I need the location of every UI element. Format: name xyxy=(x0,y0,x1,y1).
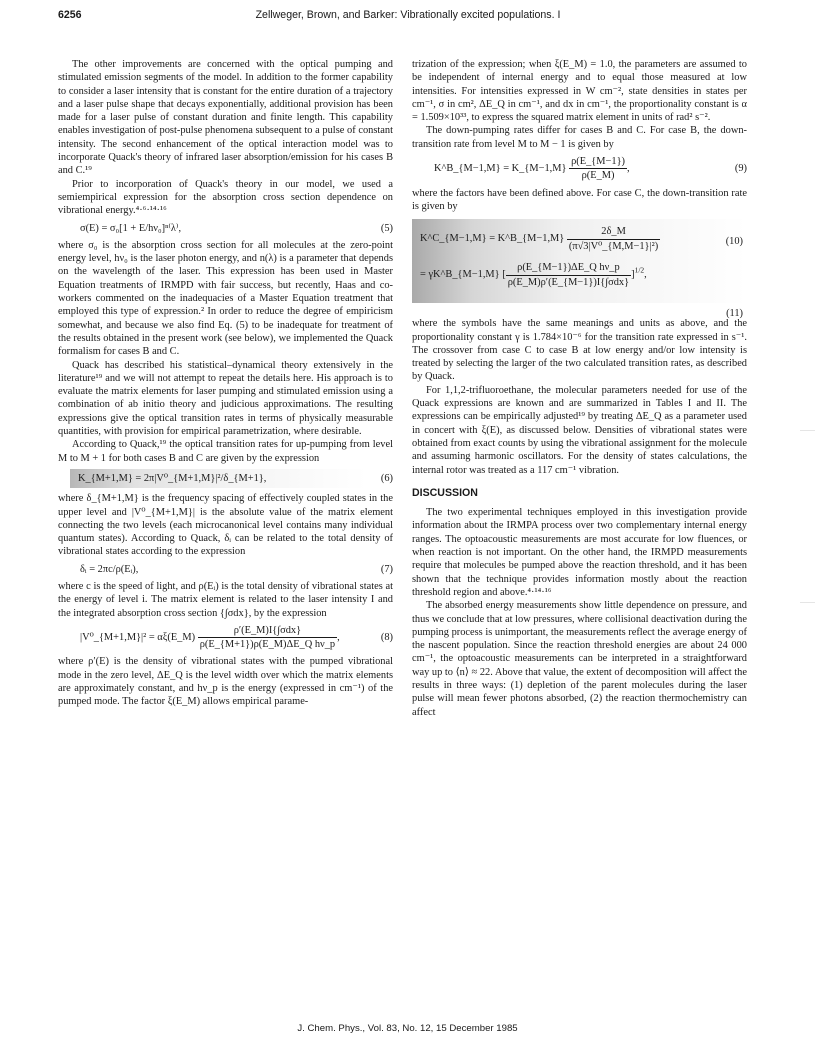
paragraph: where the factors have been defined above. For case C, the down-transition rate is given by xyxy=(412,187,747,212)
scan-artifact xyxy=(800,602,815,603)
equation-7 xyxy=(58,563,393,576)
section-heading: DISCUSSION xyxy=(412,486,478,499)
paragraph: where δ_{M+1,M} is the frequency spacing of effectively coupled states in the upper level and |V⁰_{M+1,M}| is the absolute value of the matrix element connecting the two levels (each microcanonical level contains many individual quantum states). According to Quack, δᵢ can be related to the total density of vibrational states according to the expression xyxy=(58,493,393,558)
paragraph: where c is the speed of light, and ρ(Eᵢ) is the total density of vibrational states at the energy of level i. The matrix element is related to the laser intensity I and the integrated absorption cross section {∫σdx}, by the expression xyxy=(58,580,393,619)
denominator: ρ(E_M) xyxy=(581,170,615,182)
denominator: (π√3|V⁰_{M,M−1}|²) xyxy=(568,240,659,252)
denominator: ρ(E_{M+1})ρ(E_M)ΔE_Q hν_p xyxy=(199,639,336,651)
paragraph: The two experimental techniques employed in this investigation provide information about the IRMPA process over two complementary internal energy ranges. The optoacoustic measurements are most accurate for low fluences, or when reaction is not important. On the other hand, the IRMPD measurements require that molecules be pumped above the reaction threshold, and it has been shown that the technique provides information mostly about the reaction threshold region and above.⁴·¹⁴·¹⁶ xyxy=(412,507,747,598)
equation-lhs: K^C_{M−1,M} = K^B_{M−1,M} xyxy=(420,233,565,245)
paragraph: The down-pumping rates differ for cases B and C. For case B, the down-transition rate from level M to M − 1 is given by xyxy=(412,125,747,150)
denominator: ρ(E_M)ρ′(E_{M−1})I{∫σdx} xyxy=(507,276,630,288)
page-footer: J. Chem. Phys., Vol. 83, No. 12, 15 December 1985 xyxy=(297,1023,518,1034)
equation-number: (5) xyxy=(380,222,393,234)
paragraph: where ρ′(E) is the density of vibrational states with the pumped vibrational mode in the zero level, ΔE_Q is the level width over which the matrix elements are approximately constant, and hν_p is the energy (expressed in cm⁻¹) of the pumped mode. The factor ξ(E_M) allows empirical parame- xyxy=(58,656,393,708)
paragraph: The other improvements are concerned with the optical pumping and stimulated emission segments of the model. In addition to the former capability to consider a laser intensity that is constant for the entire duration of a trajectory and a laser pulse shape that decays exponentially, additional provision has been made for a laser pulse of constant duration and finite length. This capability enables investigation of post-pulse phenomena subsequent to a pulse of constant intensity. The second enhancement of the optical interaction model was to incorporate Quack's theory of infrared laser absorption/emission for his cases B and C.¹⁹ xyxy=(58,59,393,177)
equation-number: (9) xyxy=(734,163,747,175)
equation-9 xyxy=(412,155,747,183)
scan-artifact xyxy=(800,430,815,431)
numerator: ρ′(E_M)I{∫σdx} xyxy=(198,624,337,638)
paragraph: Quack has described his statistical–dynamical theory extensively in the literature¹⁹ and we will not attempt to repeat the details here. His approach is to evaluate the matrix elements for laser pumping and stimulated emission using a combination of ab initio theory and judicious approximations. The resulting expressions give the optical transition rates in terms of physically measurable quantities, with provision for empirical parametrization, where desirable. xyxy=(58,359,393,438)
exponent: 1/2 xyxy=(634,265,645,275)
numerator: ρ(E_{M−1})ΔE_Q hν_p xyxy=(506,261,631,275)
equation-lhs: K^B_{M−1,M} = K_{M−1,M} xyxy=(434,163,567,175)
fraction xyxy=(506,261,631,289)
numerator: ρ(E_{M−1}) xyxy=(569,155,627,169)
fraction xyxy=(198,624,337,652)
equation-body: δᵢ = 2πc/ρ(Eᵢ), xyxy=(80,563,139,575)
page-header xyxy=(58,9,758,25)
equation-body: K^B_{M−1,M} = K_{M−1,M} $\frac{\rho(E\_\{M-1\})}{\rho(E\_M)}$ , xyxy=(434,156,630,182)
equation-number: (7) xyxy=(380,563,393,575)
equation-number: (6) xyxy=(380,472,393,484)
paragraph: For 1,1,2-trifluoroethane, the molecular parameters needed for use of the Quack expressions are known and are summarized in Tables I and II. The expressions can be empirically adjusted¹⁹ by treating ΔE_Q as a parameter used in concert with ξ(E), as discussed below. Densities of vibrational states were obtained from exact counts by using the vibrational assignment for the molecule and assuming harmonic oscillators. For the density of states calculations, the internal rotor was treated as a 117 cm⁻¹ vibration. xyxy=(412,384,747,476)
equation-body: |V⁰_{M+1,M}|² = αξ(E_M) $\frac{\text{ρ′(E\_M)I\{∫σdx\}}}{\text{ρ(E\_\{M+1\})ρ(E\_M)ΔE\_Q hν\_p}}$ , xyxy=(80,624,340,651)
equation-5 xyxy=(58,222,393,235)
equation-body: σ(E) = σ₀[1 + E/hν₀]ⁿ⁽λ⁾, xyxy=(80,222,182,234)
equation-lhs: |V⁰_{M+1,M}|² = αξ(E_M) xyxy=(80,632,196,644)
right-column xyxy=(412,58,747,719)
paragraph: Prior to incorporation of Quack's theory in our model, we used a semiempirical expression for the absorption cross section dependence on vibrational energy.⁴·⁶·¹⁴·¹⁶ xyxy=(58,178,393,217)
fraction xyxy=(567,225,660,253)
page-number: 6256 xyxy=(58,9,82,21)
paragraph: where the symbols have the same meanings and units as above, and the proportionality constant γ is 1.784×10⁻⁶ for the transition rate expressed in s⁻¹. The crossover from case C to case B at low energy and/or low intensity is treated by selecting the larger of the two calculated transition rates, as described by Quack. xyxy=(412,318,747,383)
equation-body: K_{M+1,M} = 2π|V⁰_{M+1,M}|²/δ_{M+1}, xyxy=(70,469,367,488)
equation-8 xyxy=(58,624,393,652)
paragraph: where σ₀ is the absorption cross section for all molecules at the zero-point energy level, hν₀ is the laser photon energy, and n(λ) is a parameter that depends on the wavelength of the laser. This expression has been used in Master Equation treatments of IRMPD with fair success, but recently, Haas and co-workers commented on the inadequacies of a Master Equation treatment that employed this type of expression.² In order to reduce the degree of empiricism somewhat, and because we also find Eq. (5) to be inadequate for treatment of the results obtained in the present work (see below), we implemented the Quack formalism for cases B and C. xyxy=(58,239,393,358)
paragraph: According to Quack,¹⁹ the optical transition rates for up-pumping from level M to M + 1 for both cases B and C are given by the expression xyxy=(58,439,393,464)
equation-10-11 xyxy=(412,219,747,320)
paragraph: trization of the expression; when ξ(E_M) = 1.0, the parameters are assumed to be independent of internal energy and to equal those measured at low intensities. For intensities expressed in W cm⁻², state densities in states per cm⁻¹, σ in cm², ΔE_Q in cm⁻¹, and dx in cm⁻¹, the proportionality constant is α = 1.509×10³³, to express the squared matrix element in units of rad² s⁻². xyxy=(412,59,747,124)
running-title: Zellweger, Brown, and Barker: Vibrationally excited populations. I xyxy=(255,9,561,21)
paragraph: The absorbed energy measurements show little dependence on pressure, and thus we conclude that at low pressures, where collisional deactivation during the pumping process is unimportant, the measurements reflect the average energy of the nascent population. Since the reaction threshold energies are about 24 000 cm⁻¹, the optoacoustic measurements can be interpreted in a straightforward way up to ⟨n⟩ ≈ 22. Above that value, the extent of decomposition will affect the results in three ways: (1) depletion of the parent molecules during the laser pulse will mean fewer photons absorbed, (2) the reaction thermochemistry can affect xyxy=(412,600,747,718)
equation-11-body: = γK^B_{M−1,M} [ $\frac{\text{ρ(E\_\{M−1\})ΔE\_Q hν\_p}}{\text{ρ(E\_M)ρ′(E\_\{M−1\})I\{∫σdx\}}}$ ]$^{1/2}$, xyxy=(420,262,647,288)
equation-6 xyxy=(58,469,393,488)
equation-lhs: = γK^B_{M−1,M} xyxy=(420,269,500,281)
equation-number: (10) xyxy=(725,236,743,248)
equation-number: (11) xyxy=(726,308,743,320)
fraction xyxy=(569,155,627,183)
equation-number: (8) xyxy=(380,632,393,644)
numerator: 2δ_M xyxy=(567,225,660,239)
equation-10-body xyxy=(420,225,660,253)
left-column xyxy=(58,58,393,709)
